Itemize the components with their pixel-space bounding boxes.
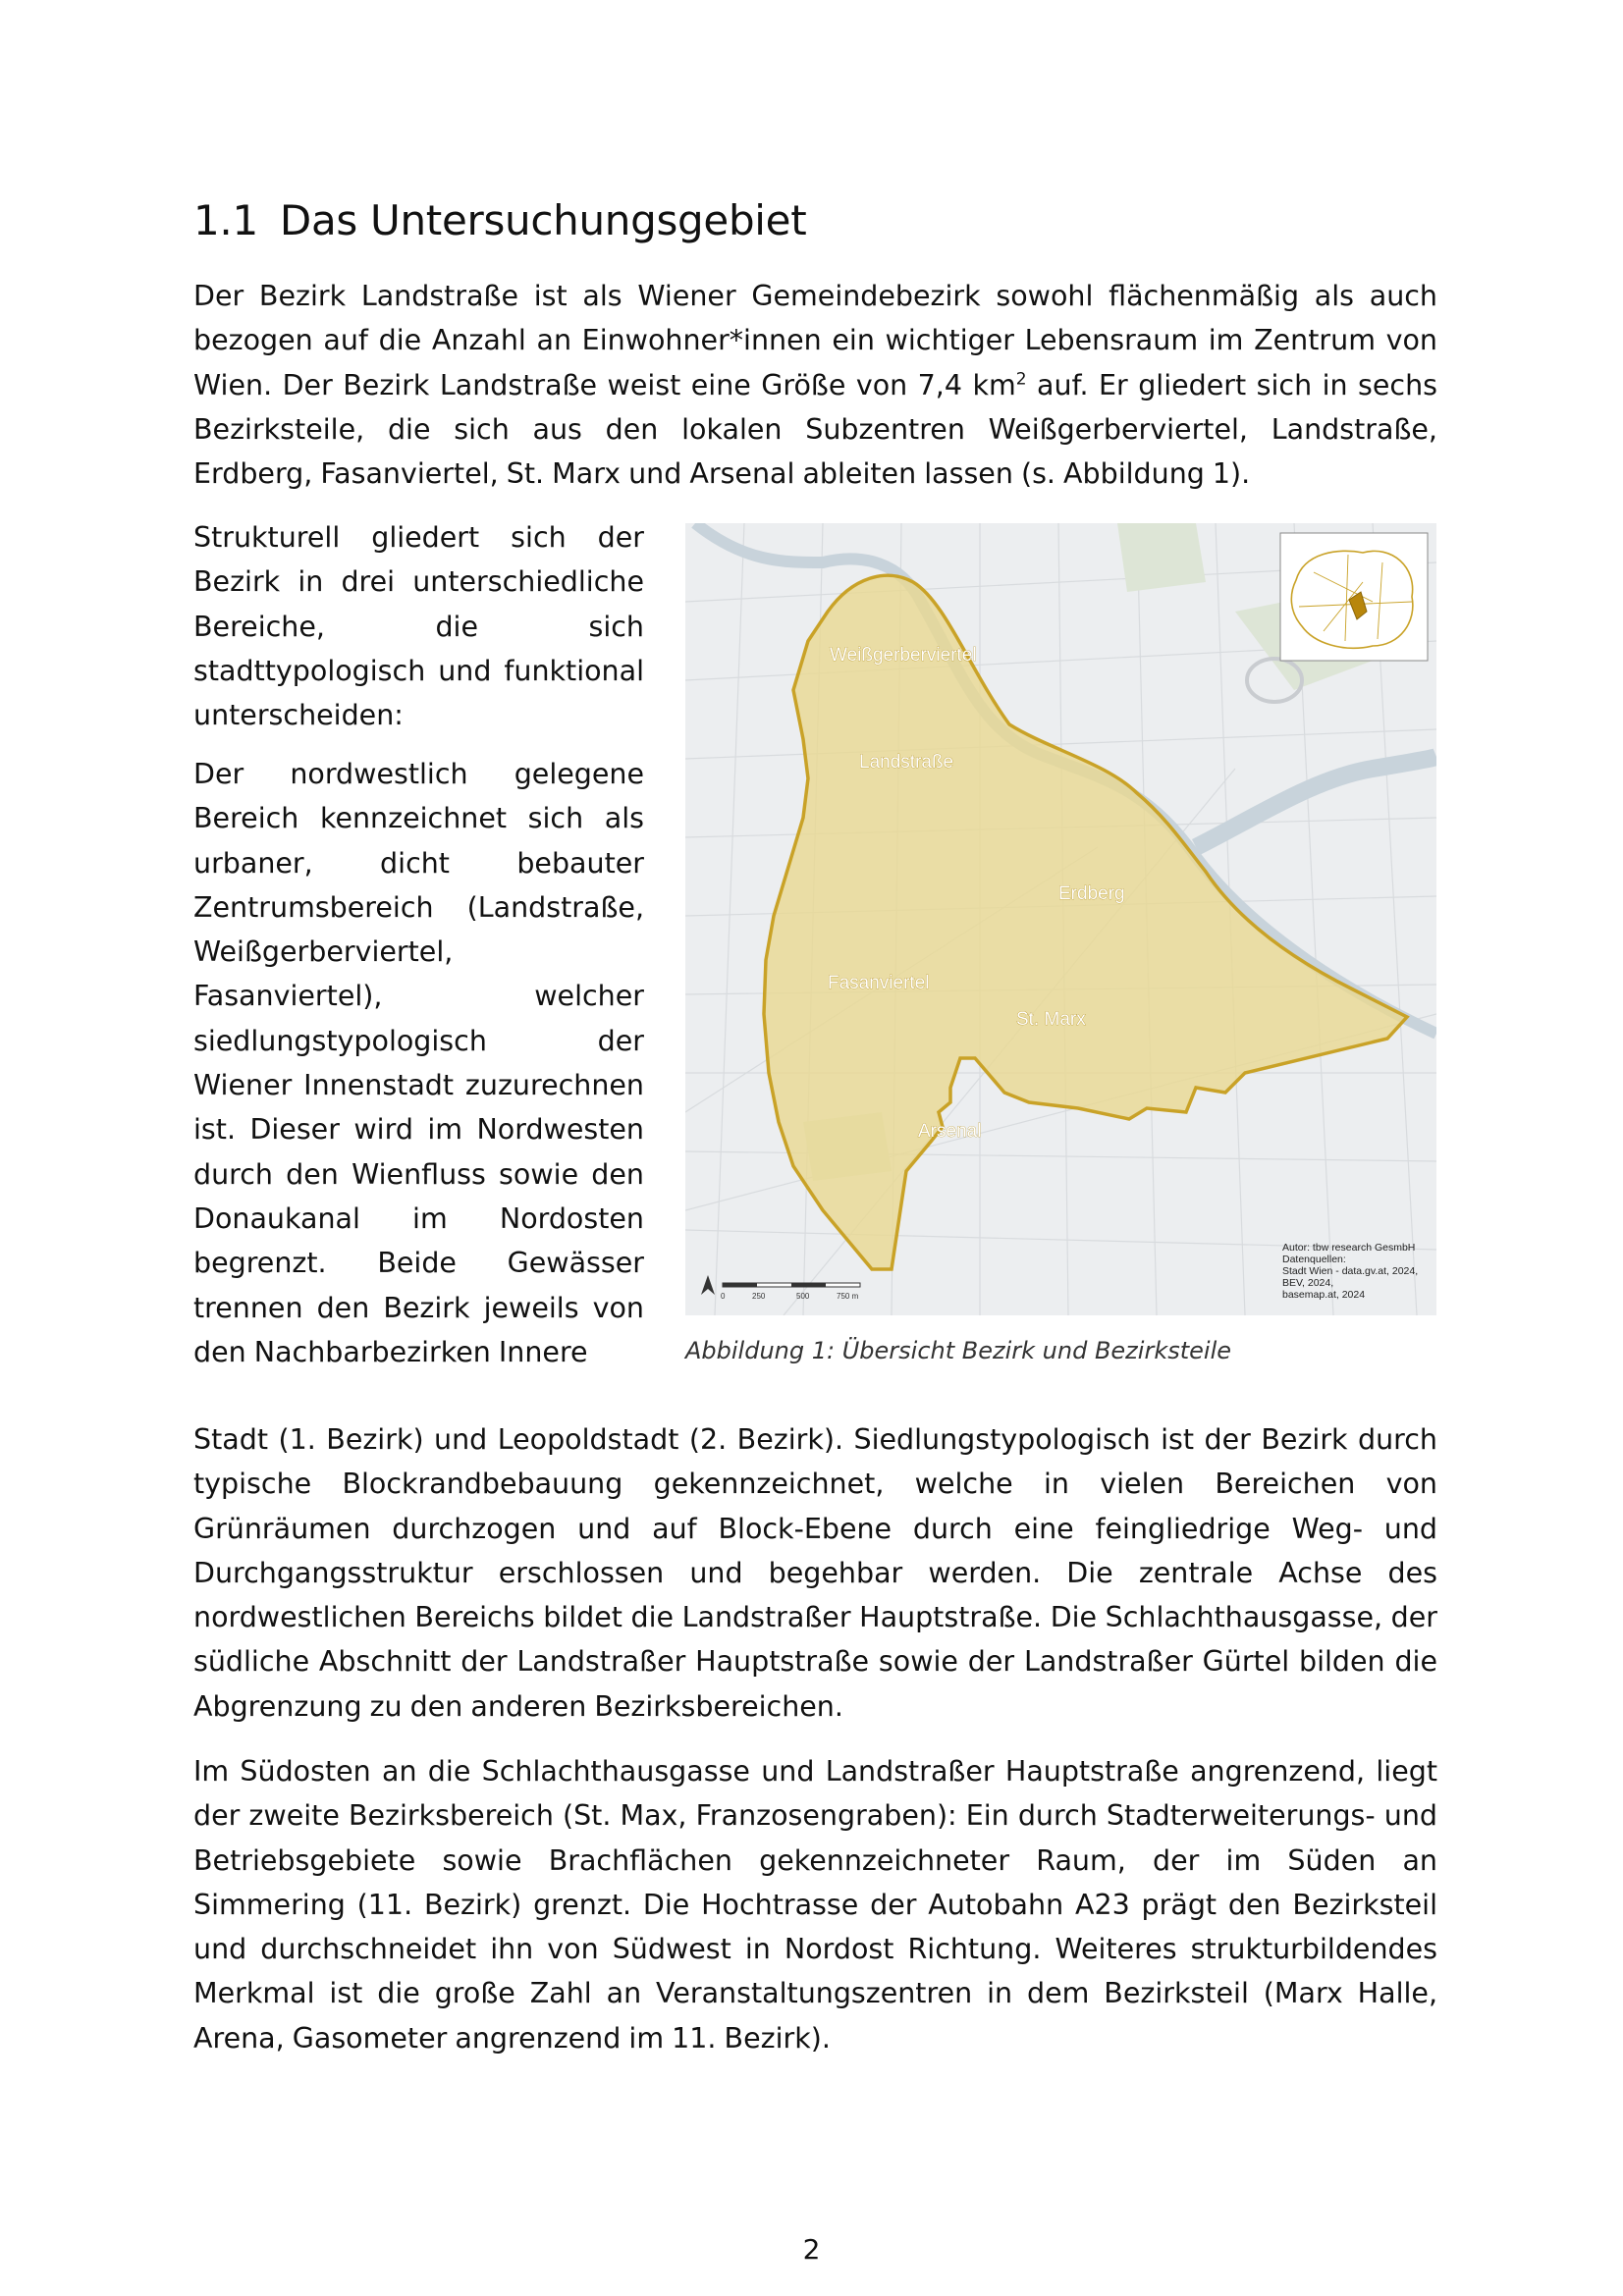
scale-tick-250: 250 bbox=[752, 1292, 766, 1301]
scale-tick-0: 0 bbox=[721, 1292, 726, 1301]
scale-tick-750: 750 m bbox=[837, 1292, 859, 1301]
district-map bbox=[685, 523, 1436, 1315]
label-landstrasse: Landstraße bbox=[859, 752, 954, 773]
credit-line-3: Stadt Wien - data.gv.at, 2024, bbox=[1282, 1265, 1419, 1277]
section-title: Das Untersuchungsgebiet bbox=[279, 196, 807, 244]
settlement-paragraph: Stadt (1. Bezirk) und Leopoldstadt (2. Bezirk). Siedlungstypologisch ist der Bezirk durch typische Blockrandbebauung gekennzeichnet, welche in vielen Bereichen von Grünräumen durchzogen und auf Block-Ebene durch eine feingliedrige Weg- und Durchgangsstruktur erschlossen und begehbar werden. Die zentrale Achse des nordwestlichen Bereichs bildet die Landstraßer Hauptstraße. Die Schlachthausgasse, der südliche Abschnitt der Landstraßer Hauptstraße sowie der Landstraßer Gürtel bilden die Abgrenzung zu den anderen Bezirksbereichen. bbox=[193, 1423, 1437, 1723]
credit-line-2: Datenquellen: bbox=[1282, 1254, 1346, 1265]
credit-line-4: BEV, 2024, bbox=[1282, 1277, 1334, 1289]
label-fasanviertel: Fasanviertel bbox=[828, 973, 930, 993]
figure-caption: Abbildung 1: Übersicht Bezirk und Bezirksteile bbox=[685, 1337, 1231, 1364]
northwest-paragraph: Der nordwestlich gelegene Bereich kennzeichnet sich als urbaner, dicht bebauter Zentrumsbereich (Landstraße, Weißgerberviertel, Fasanviertel), welcher siedlungstypologisch der Wiener Innenstadt zuzurechnen ist. Dieser wird im Nordwesten durch den Wienfluss sowie den Donaukanal im Nordosten begrenzt. Beide Gewässer trennen den Bezirk jeweils von den Nachbarbezirken Innere bbox=[193, 758, 644, 1368]
inset-map bbox=[1280, 533, 1428, 661]
section-heading bbox=[193, 196, 806, 244]
credit-line-1: Autor: tbw research GesmbH bbox=[1282, 1242, 1416, 1254]
intro-paragraph bbox=[193, 274, 1437, 496]
intro-text-b: auf. Er gliedert sich in sechs Bezirksteile, die sich aus den lokalen Subzentren Weißgerberviertel, Landstraße, Erdberg, Fasanviertel, St. Marx und Arsenal ableiten lassen (s. Abbildung 1). bbox=[193, 368, 1437, 491]
page-number: 2 bbox=[802, 2233, 821, 2266]
section-number: 1.1 bbox=[193, 196, 258, 244]
label-st-marx: St. Marx bbox=[1016, 1009, 1086, 1030]
intro-text-a: Der Bezirk Landstraße ist als Wiener Gemeindebezirk sowohl flächenmäßig als auch bezogen auf die Anzahl an Einwohner*innen ein wichtiger Lebensraum im Zentrum von Wien. Der Bezirk Landstraße weist eine Größe von 7,4 km bbox=[193, 280, 1437, 401]
scale-tick-500: 500 bbox=[796, 1292, 810, 1301]
structure-paragraph: Strukturell gliedert sich der Bezirk in drei unterschiedliche Bereiche, die sich stadttypologisch und funktional unterscheiden: bbox=[193, 521, 644, 732]
label-weissgerberviertel: Weißgerberviertel bbox=[830, 645, 977, 666]
label-erdberg: Erdberg bbox=[1058, 883, 1125, 904]
southeast-paragraph: Im Südosten an die Schlachthausgasse und Landstraßer Hauptstraße angrenzend, liegt der zweite Bezirksbereich (St. Max, Franzosengraben): Ein durch Stadterweiterungs- und Betriebsgebiete sowie Brachflächen gekennzeichneter Raum, der im Süden an Simmering (11. Bezirk) grenzt. Die Hochtrasse der Autobahn A23 prägt den Bezirksteil und durchschneidet ihn von Südwest in Nordost Richtung. Weiteres strukturbildendes Merkmal ist die große Zahl an Veranstaltungszentren in dem Bezirksteil (Marx Halle, Arena, Gasometer angrenzend im 11. Bezirk). bbox=[193, 1755, 1437, 2055]
map-svg bbox=[685, 523, 1436, 1315]
label-arsenal: Arsenal bbox=[918, 1121, 982, 1142]
area-superscript: 2 bbox=[1015, 369, 1027, 390]
credit-line-5: basemap.at, 2024 bbox=[1282, 1289, 1366, 1301]
